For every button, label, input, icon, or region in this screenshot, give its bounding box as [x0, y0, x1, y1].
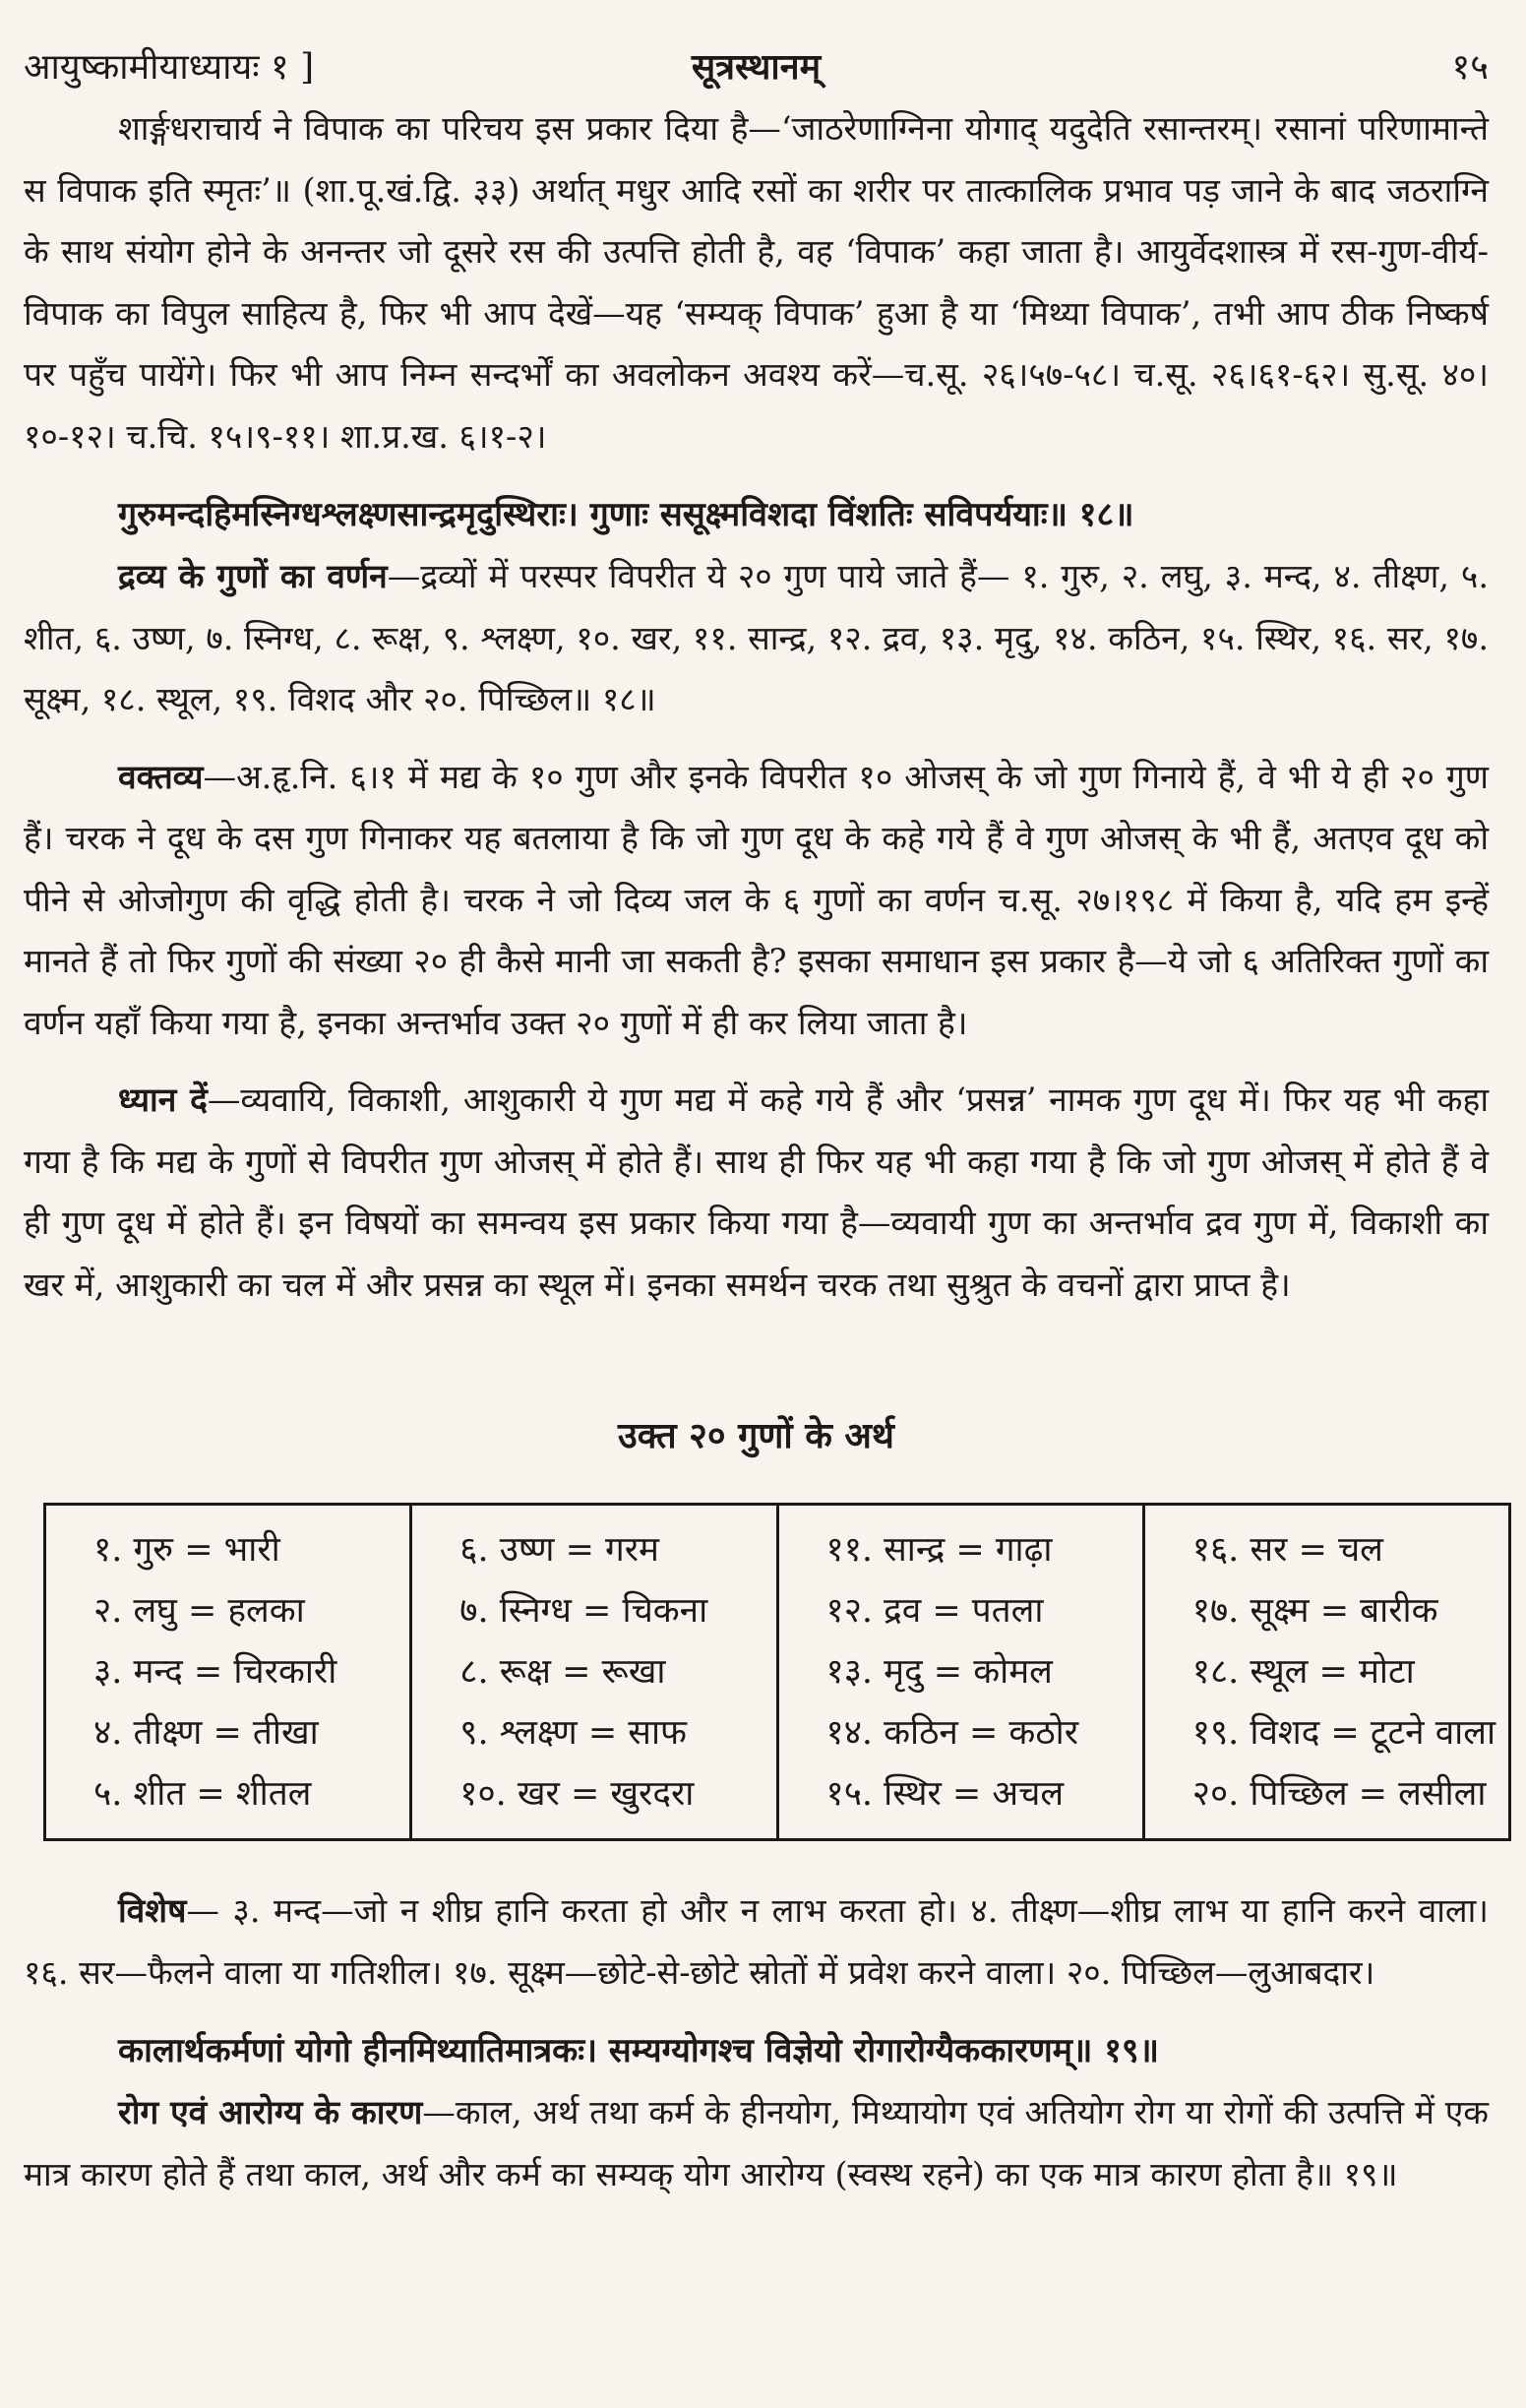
table-cell: ११. सान्द्र = गाढ़ा [825, 1530, 1053, 1570]
page-number: १५ [1451, 47, 1489, 88]
table-column [45, 1505, 411, 1840]
paragraph-vishesh [24, 1881, 1489, 2004]
paragraph-body: — ३. मन्द—जो न शीघ्र हानि करता हो और न लाभ करता हो। ४. तीक्ष्ण—शीघ्र लाभ या हानि करने वाला। १६. सर—फैलने वाला या गतिशील। १७. सूक्ष्म—छोटे-से-छोटे स्रोतों में प्रवेश करने वाला। २०. पिच्छिल—लुआबदार। [24, 1891, 1489, 1992]
paragraph-roga-arogya [24, 2082, 1489, 2205]
table-column [1143, 1505, 1509, 1840]
sloka-19: कालार्थकर्मणां योगो हीनमिथ्यातिमात्रकः। सम्यग्योगश्च विज्ञेयो रोगारोग्यैककारणम्॥ १९॥ [118, 2031, 1159, 2070]
table-cell: ९. श्लक्ष्ण = साफ [459, 1713, 688, 1753]
paragraph-dhyan-den [24, 1070, 1489, 1316]
table-column [777, 1505, 1143, 1840]
paragraph-body: —अ.हृ.नि. ६।१ में मद्य के १० गुण और इनके विपरीत १० ओजस् के जो गुण गिनाये हैं, वे भी ये ही २० गुण हैं। चरक ने दूध के दस गुण गिनाकर यह बतलाया है कि जो गुण दूध के कहे गये हैं वे गुण ओजस् के भी हैं, अतएव दूध को पीने से ओजोगुण की वृद्धि होती है। चरक ने जो दिव्य जल के ६ गुणों का वर्णन च.सू. २७।१९८ में किया है, यदि हम इन्हें मानते हैं तो फिर गुणों की संख्या २० ही कैसे मानी जा सकती है? इसका समाधान इस प्रकार है—ये जो ६ अतिरिक्त गुणों का वर्णन यहाँ किया गया है, इनका अन्तर्भाव उक्त २० गुणों में ही कर लिया जाता है। [24, 757, 1489, 1042]
table-cell: ५. शीत = शीतल [93, 1774, 312, 1814]
paragraph-body: —व्यवायि, विकाशी, आशुकारी ये गुण मद्य में कहे गये हैं और ‘प्रसन्न’ नामक गुण दूध में। फिर यह भी कहा गया है कि मद्य के गुणों से विपरीत गुण ओजस् में होते हैं। साथ ही फिर यह भी कहा गया है कि जो गुण ओजस् में होते हैं वे ही गुण दूध में होते हैं। इन विषयों का समन्वय इस प्रकार किया गया है—व्यवायी गुण का अन्तर्भाव द्रव गुण में, विकाशी का खर में, आशुकारी का चल में और प्रसन्न का स्थूल में। इनका समर्थन चरक तथा सुश्रुत के वचनों द्वारा प्राप्त है। [24, 1081, 1489, 1304]
table-cell: ८. रूक्ष = रूखा [459, 1652, 666, 1692]
table-cell: २. लघु = हलका [93, 1591, 305, 1631]
table-cell: १४. कठिन = कठोर [825, 1713, 1079, 1753]
paragraph-heading: वक्तव्य [118, 757, 204, 796]
table-cell: १६. सर = चल [1191, 1530, 1383, 1570]
table-cell: ४. तीक्ष्ण = तीखा [93, 1713, 319, 1753]
section-title: सूत्रस्थानम् [691, 46, 822, 88]
guna-meanings-table [43, 1503, 1511, 1841]
table-cell: १९. विशद = टूटने वाला [1191, 1713, 1496, 1753]
table-cell: ३. मन्द = चिरकारी [93, 1652, 337, 1692]
table-cell: १२. द्रव = पतला [825, 1591, 1044, 1631]
table-cell: ६. उष्ण = गरम [459, 1530, 659, 1570]
table-cell: १५. स्थिर = अचल [825, 1774, 1065, 1814]
paragraph-heading: ध्यान दें [118, 1081, 208, 1119]
chapter-label: आयुष्कामीयाध्यायः १ ] [24, 47, 315, 88]
table-cell: १३. मृदु = कोमल [825, 1652, 1053, 1692]
paragraph-body: —द्रव्यों में परस्पर विपरीत ये २० गुण पाये जाते हैं— १. गुरु, २. लघु, ३. मन्द, ४. तीक्ष्ण, ५. शीत, ६. उष्ण, ७. स्निग्ध, ८. रूक्ष, ९. श्लक्ष्ण, १०. खर, ११. सान्द्र, १२. द्रव, १३. मृदु, १४. कठिन, १५. स्थिर, १६. सर, १७. सूक्ष्म, १८. स्थूल, १९. विशद और २०. पिच्छिल॥ १८॥ [24, 557, 1489, 718]
table-title: उक्त २० गुणों के अर्थ [618, 1415, 894, 1456]
paragraph-heading: विशेष [118, 1891, 187, 1930]
table-cell: १. गुरु = भारी [93, 1530, 280, 1570]
paragraph-heading: द्रव्य के गुणों का वर्णन [118, 557, 388, 595]
table-cell: १०. खर = खुरदरा [459, 1774, 695, 1814]
sloka-18: गुरुमन्दहिमस्निग्धश्लक्ष्णसान्द्रमृदुस्थिराः। गुणाः ससूक्ष्मविशदा विंशतिः सविपर्ययाः॥ १८॥ [118, 495, 1134, 534]
paragraph-body: —काल, अर्थ तथा कर्म के हीनयोग, मिथ्यायोग एवं अतियोग रोग या रोगों की उत्पत्ति में एक मात्र कारण होते हैं तथा काल, अर्थ और कर्म का सम्यक् योग आरोग्य (स्वस्थ रहने) का एक मात्र कारण होता है॥ १९॥ [24, 2093, 1489, 2193]
paragraph-vaktavya [24, 747, 1489, 1055]
table-cell: १७. सूक्ष्म = बारीक [1191, 1591, 1438, 1631]
table-cell: १८. स्थूल = मोटा [1191, 1652, 1415, 1692]
paragraph-vipaka: शार्ङ्गधराचार्य ने विपाक का परिचय इस प्रकार दिया है—‘जाठरेणाग्निना योगाद् यदुदेति रसान्तरम्। रसानां परिणामान्ते स विपाक इति स्मृतः’॥ (शा.पू.खं.द्वि. ३३) अर्थात् मधुर आदि रसों का शरीर पर तात्कालिक प्रभाव पड़ जाने के बाद जठराग्नि के साथ संयोग होने के अनन्तर जो दूसरे रस की उत्पत्ति होती है, वह ‘विपाक’ कहा जाता है। आयुर्वेदशास्त्र में रस-गुण-वीर्य-विपाक का विपुल साहित्य है, फिर भी आप देखें—यह ‘सम्यक् विपाक’ हुआ है या ‘मिथ्या विपाक’, तभी आप ठीक निष्कर्ष पर पहुँच पायेंगे। फिर भी आप निम्न सन्दर्भों का अवलोकन अवश्य करें—च.सू. २६।५७-५८। च.सू. २६।६१-६२। सु.सू. ४०।१०-१२। च.चि. १५।९-११। शा.प्र.ख. ६।१-२। [24, 109, 1489, 456]
table-column [411, 1505, 777, 1840]
paragraph-heading: रोग एवं आरोग्य के कारण [118, 2093, 423, 2131]
paragraph-guna-description [24, 546, 1489, 731]
running-header [24, 30, 1489, 98]
table-cell: २०. पिच्छिल = लसीला [1191, 1774, 1487, 1814]
table-cell: ७. स्निग्ध = चिकना [459, 1591, 708, 1631]
